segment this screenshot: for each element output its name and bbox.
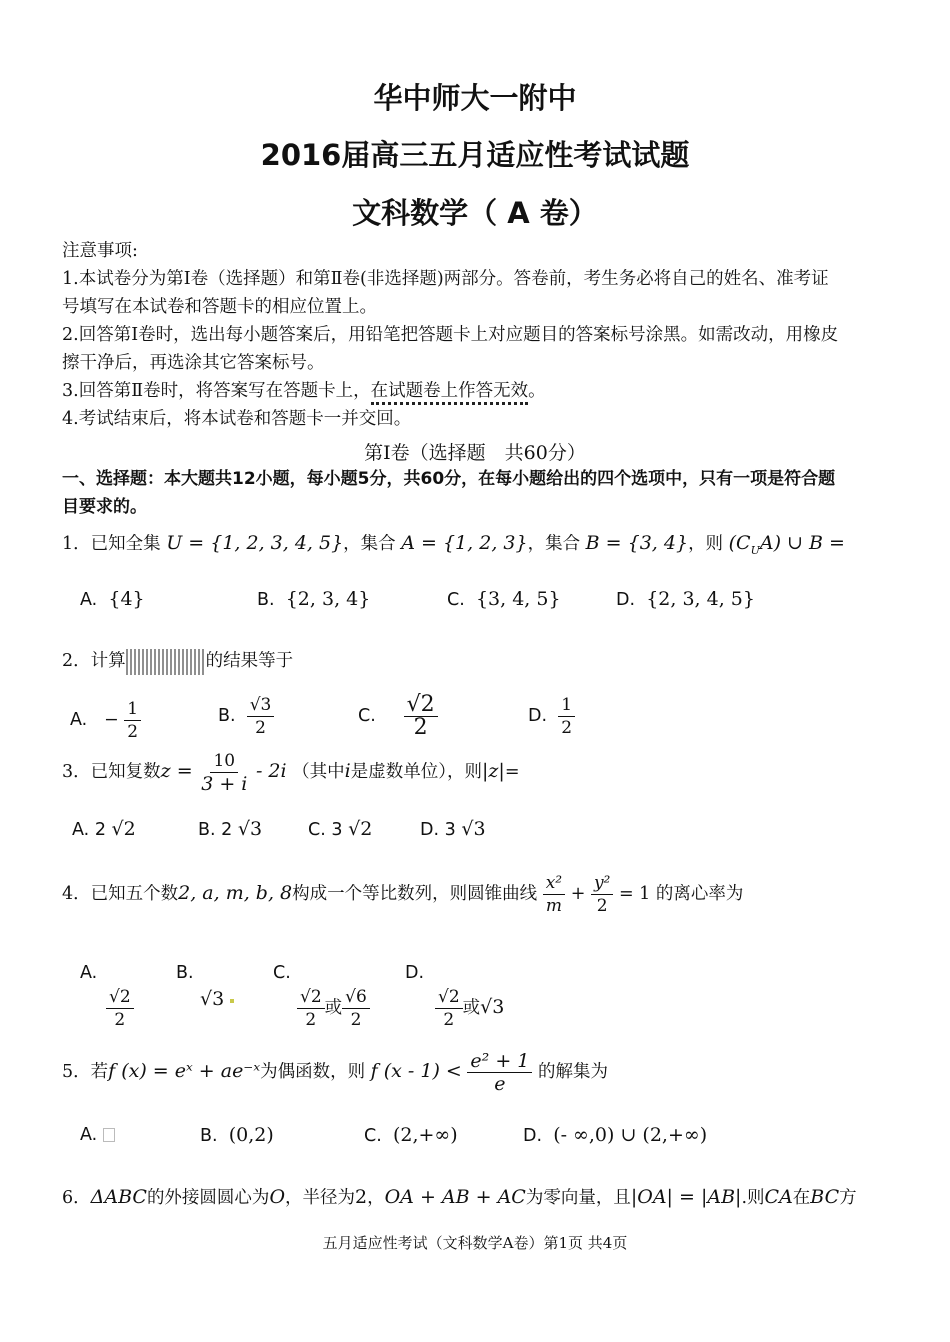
q2-option-c[interactable]: C. $\frac{√2}{2}$	[358, 694, 438, 739]
q5-option-b[interactable]: B. (0,2)	[200, 1124, 274, 1146]
q1-mid3: ，则	[688, 534, 724, 554]
q3-option-b[interactable]: B. 2 √3	[198, 818, 263, 840]
q1-option-a[interactable]: A. {4}	[80, 588, 145, 610]
q4-option-c[interactable]: C. $\frac{√2}{2}$ 或 $\frac{√6}{2}$	[273, 960, 370, 1031]
q2-option-a[interactable]: A. − $\frac{1}{2}$	[70, 698, 141, 743]
notice-heading: 注意事项:	[62, 241, 138, 261]
q1-expression: $(C_UA)$ ∪ B =	[728, 532, 845, 557]
q2-prefix: 2．计算	[62, 651, 126, 671]
q5-option-a-image	[103, 1128, 115, 1142]
school-title: 华中师大一附中	[373, 81, 577, 115]
question-6-stem: 6．ΔABC的外接圆圆心为O，半径为2，OA + AB + AC为零向量，且|OA| = |AB|.则CA在BC方	[62, 1186, 857, 1208]
subject-title: 文科数学（ A 卷）	[352, 196, 598, 230]
q1-prefix: 1．已知全集	[62, 534, 161, 554]
notice-item-3-pre: 3.回答第Ⅱ卷时，将答案写在答题卡上，	[62, 381, 371, 401]
exam-title: 2016届高三五月适应性考试试题	[260, 138, 690, 172]
notice-item-3	[62, 378, 546, 404]
q2-expression-image	[126, 649, 206, 675]
q1-universal-set: U = {1, 2, 3, 4, 5}	[166, 532, 344, 554]
question-5-stem: 5．若f (x) = eˣ + ae⁻ˣ为偶函数，则 f (x - 1) < $\frac{\text{e² + 1}}{e}$ 的解集为	[62, 1050, 608, 1095]
q3-option-d[interactable]: D. 3 √3	[420, 818, 486, 840]
q4-option-d[interactable]: D. $\frac{√2}{2}$ 或√3	[405, 963, 505, 1030]
q3-option-a[interactable]: A. 2 √2	[72, 818, 136, 840]
notice-item-3-post: 。	[528, 381, 546, 401]
q5-option-a[interactable]: A.	[80, 1122, 115, 1148]
notice-item-4: 4.考试结束后，将本试卷和答题卡一并交回。	[62, 409, 412, 429]
question-2-stem	[62, 648, 293, 675]
question-3-stem: 3．已知复数z = $\frac{10}{3 + i}$ - 2i （其中i是虚数单位），则|z|=	[62, 751, 520, 795]
section-intro-2: 目要求的。	[62, 497, 147, 517]
q1-option-c[interactable]: C. {3, 4, 5}	[447, 588, 561, 610]
notice-item-1b: 号填写在本试卷和答题卡的相应位置上。	[62, 297, 377, 317]
q1-option-b[interactable]: B. {2, 3, 4}	[257, 588, 371, 610]
notice-item-2a: 2.回答第Ⅰ卷时，选出每小题答案后，用铅笔把答题卡上对应题目的答案标号涂黑。如需改动，用橡皮	[62, 325, 839, 345]
q1-set-b: B = {3, 4}	[585, 532, 689, 554]
q5-option-d[interactable]: D. (- ∞,0) ∪ (2,+∞)	[523, 1124, 708, 1146]
q4-option-b[interactable]: B. √3	[176, 960, 234, 1013]
question-1-stem	[62, 530, 845, 564]
q1-set-a: A = {1, 2, 3}	[401, 532, 528, 554]
stray-mark	[230, 999, 234, 1003]
notice-item-1a: 1.本试卷分为第Ⅰ卷（选择题）和第Ⅱ卷(非选择题)两部分。答卷前，考生务必将自己的姓名、准考证	[62, 269, 829, 289]
q1-option-d[interactable]: D. {2, 3, 4, 5}	[616, 588, 755, 610]
notice-item-2b: 擦干净后，再选涂其它答案标号。	[62, 353, 325, 373]
q2-option-b[interactable]: B. $\frac{√3}{2}$	[218, 694, 274, 739]
section-title: 第Ⅰ卷（选择题 共60分）	[364, 442, 586, 464]
q1-mid2: ，集合	[527, 534, 581, 554]
q1-mid1: ，集合	[343, 534, 396, 554]
page-footer: 五月适应性考试（文科数学A卷）第1页 共4页	[322, 1234, 628, 1252]
notice-item-3-emphasis: 在试题卷上作答无效	[371, 381, 529, 405]
q2-option-d[interactable]: D. $\frac{1}{2}$	[528, 694, 575, 739]
q2-suffix: 的结果等于	[205, 651, 294, 671]
section-intro-1: 一、选择题：本大题共12小题，每小题5分，共60分，在每小题给出的四个选项中，只有一项是符合题	[62, 469, 836, 489]
question-4-stem: 4．已知五个数2, a, m, b, 8构成一个等比数列，则圆锥曲线 $\frac{\text{x²}}{m}$ + $\frac{\text{y²}}{2}$ = 1 的离心率为	[62, 873, 744, 916]
q4-option-a[interactable]: A. $\frac{√2}{2}$	[80, 960, 134, 1031]
q5-option-c[interactable]: C. (2,+∞)	[364, 1124, 458, 1146]
q3-option-c[interactable]: C. 3 √2	[308, 818, 373, 840]
